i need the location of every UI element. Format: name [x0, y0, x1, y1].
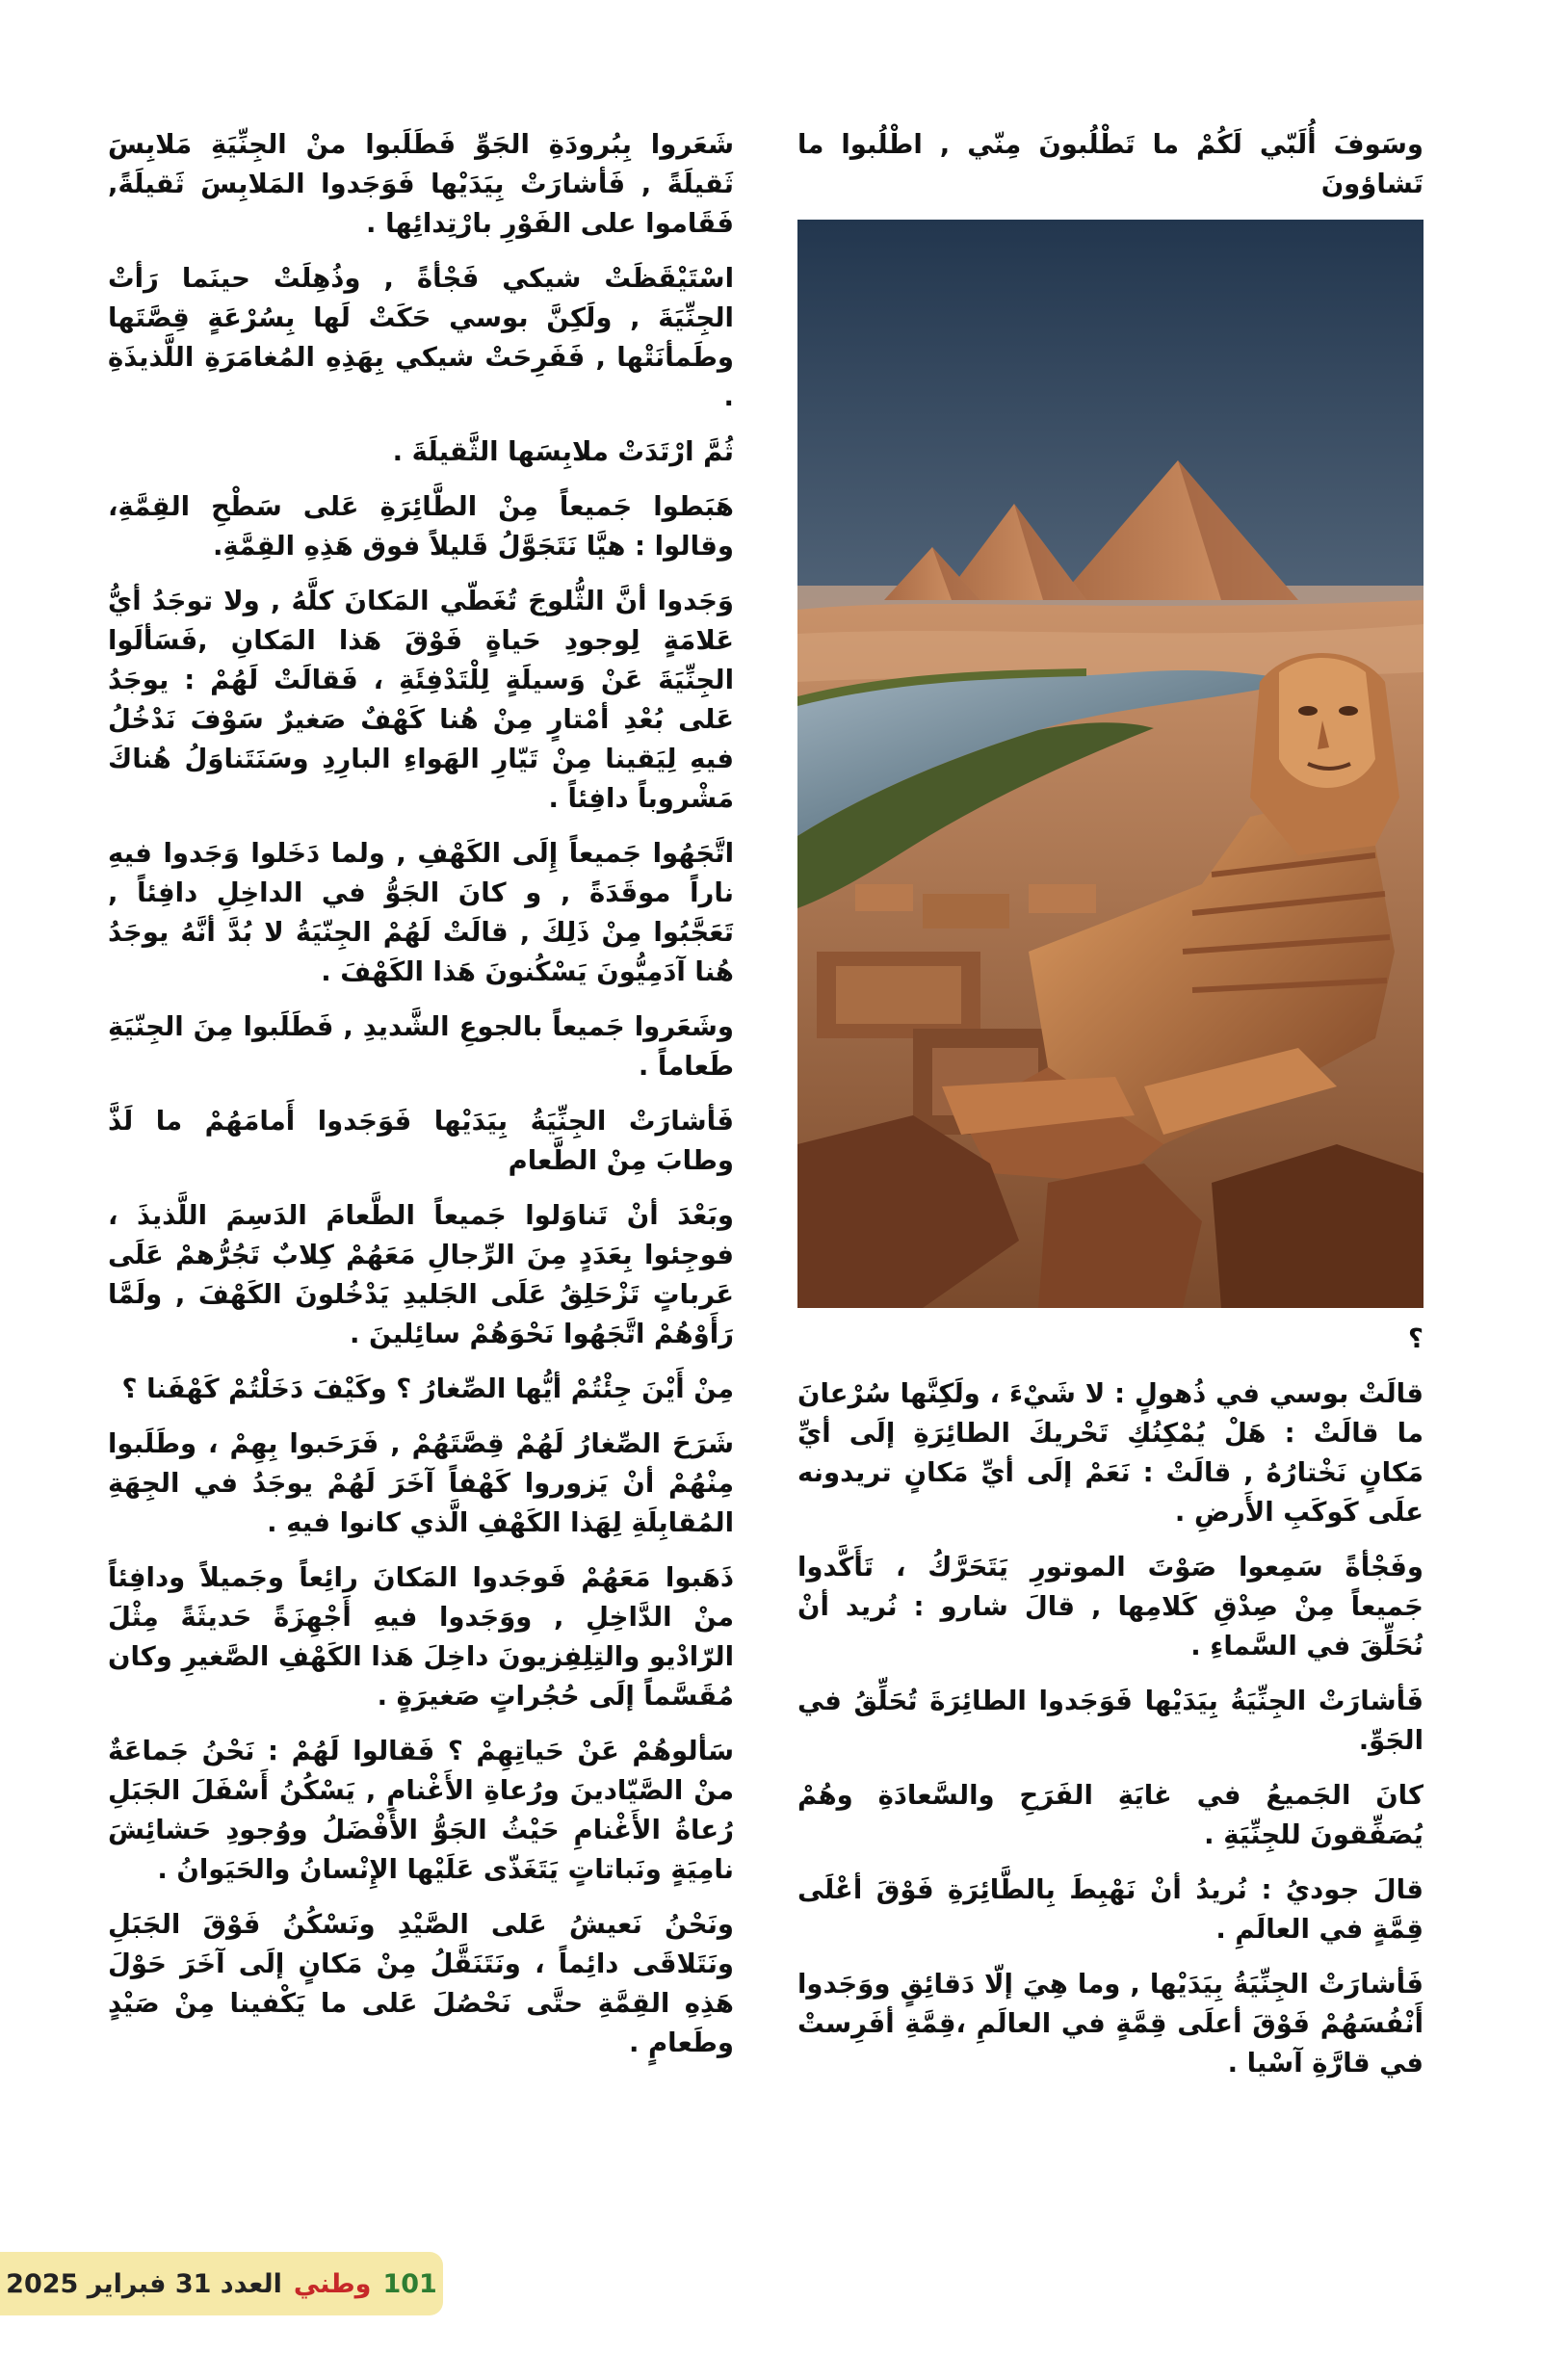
paragraph: ثُمَّ ارْتَدَتْ ملابِسَها الثَّقيلَةَ . [392, 436, 734, 467]
paragraph: وسَوفَ أُلَبّي لَكُمْ ما تَطْلُبونَ مِنّي , اطْلُبوا ما تَشاؤونَ [797, 129, 1423, 199]
paragraph: وشَعَروا جَميعاً بالجوعِ الشَّديدِ , فَطَلَبوا مِنَ الجِنّيَةِ طَعاماً . [108, 1011, 734, 1082]
paragraph: فَأشارَتْ الجِنِّيَةُ بِيَدَيْها , وما هِيَ إلّا دَقائِقٍ ووَجَدوا أَنْفُسَهُمْ فَوْقَ أعلَى قِمَّةٍ في العالَمِ ،قِمَّةِ أفَرِستْ في قارَّةِ آسْيا . [797, 1969, 1423, 2079]
paragraph: فَأشارَتْ الجِنِّيَةُ بِيَدَيْها فَوَجَدوا أَمامَهُمْ ما لَذَّ وطابَ مِنْ الطَّعام [108, 1106, 734, 1176]
pyramids-sphinx-illustration [797, 220, 1423, 1308]
paragraph: اتَّجَهُوا جَميعاً إِلَى الكَهْفِ , ولما دَخَلوا وَجَدوا فيهِ ناراً موقَدَةً , و كانَ الجَوُّ في الداخِلِ دافِئاً , تَعَجَّبُوا مِنْ ذَلِكَ , قالَتْ لَهُمْ الجِنّيَةُ لا بُدَّ أنَّهُ يوجَدُ هُنا آدَمِيُّونَ يَسْكُنونَ هَذا الكَهْفَ . [108, 838, 734, 987]
paragraph: شَرَحَ الصِّغارُ لَهُمْ قِصَّتَهُمْ , فَرَحَبوا بِهِمْ ، وطَلَبوا مِنْهُمْ أنْ يَزوروا كَهْفاً آخَرَ لَهُمْ يوجَدُ في الجِهَةِ المُقابِلَةِ لِهَذا الكَهْفِ الَّذي كانوا فيهِ . [108, 1428, 734, 1538]
paragraph: فَأشارَتْ الجِنِّيَةُ بِيَدَيْها فَوَجَدوا الطائِرَةَ تُحَلِّقُ في الجَوِّ. [797, 1686, 1423, 1756]
paragraph: شَعَروا بِبُرودَةِ الجَوِّ فَطَلَبوا منْ الجِنِّيَةِ مَلابِسَ ثَقيلَةً , فَأشارَتْ بِيَدَيْها فَوَجَدوا المَلابِسَ ثَقيلَةً, فَقَاموا على الفَوْرِ بارْتِدائِها . [108, 129, 734, 239]
page-number: 101 [382, 2268, 437, 2299]
page-footer [0, 2252, 443, 2315]
paragraph: سَألوهُمْ عَنْ حَياتِهِمْ ؟ فَقالوا لَهُمْ : نَحْنُ جَماعَةٌ منْ الصَّيّادينَ ورُعاةِ الأَغْنامِ , يَسْكُنُ أَسْفَلَ الجَبَلِ رُعاةُ الأَغْنامِ حَيْثُ الجَوُّ الأَفْضَلُ ووُجودِ حَشائِشَ نامِيَةٍ ونَباتاتٍ يَتَغَذّى عَلَيْها الإِنْسانُ والحَيَوانُ . [108, 1736, 734, 1885]
paragraph: وفَجْأةً سَمِعوا صَوْتَ الموتورِ يَتَحَرَّكُ ، تَأَكَّدوا جَميعاً مِنْ صِدْقِ كَلامِها , قالَ شارو : نُريد أنْ نُحَلِّقَ في السَّماءِ . [797, 1552, 1423, 1661]
question-mark: ؟ [1408, 1323, 1423, 1354]
paragraph: وبَعْدَ أنْ تَناوَلوا جَميعاً الطَّعامَ الدَسِمَ اللَّذيذَ ، فوجِئوا بِعَدَدٍ مِنَ الرِّجالِ مَعَهُمْ كِلابٌ تَجُرُّهمْ عَلَى عَرباتٍ تَزْحَلِقُ عَلَى الجَليدِ يَدْخُلونَ الكَهْفَ , ولَمَّا رَأَوْهُمْ اتَّجَهُوا نَحْوَهُمْ سائِلينَ . [108, 1200, 734, 1349]
paragraph: كانَ الجَميعُ في غايَةِ الفَرَحِ والسَّعادَةِ وهُمْ يُصَفِّقونَ للجِنِّيَةِ . [797, 1780, 1423, 1850]
paragraph: ذَهَبوا مَعَهُمْ فَوجَدوا المَكانَ رائِعاً وجَميلاً ودافِئاً منْ الدَّاخِلِ , ووَجَدوا فيهِ أَجْهِزَةً حَديثَةً مِثْلَ الرّادْيو والتِلِفِزيونَ داخِلَ هَذا الكَهْفِ الصَّغيرِ وكان مُقَسَّماً إلَى حُجُراتٍ صَغيرَةٍ . [108, 1562, 734, 1712]
issue-info: العدد 31 فبراير 2025 [6, 2268, 282, 2299]
paragraph: مِنْ أَيْنَ جِئْتُمْ أيُّها الصِّغارُ ؟ وكَيْفَ دَخَلْتُمْ كَهْفَنا ؟ [121, 1373, 734, 1404]
paragraph: ونَحْنُ نَعيشُ عَلى الصَّيْدِ ونَسْكُنُ فَوْقَ الجَبَلِ ونَتَلاقَى دائِماً ، ونَتَنَقَّلُ مِنْ مَكانٍ إلَى آخَرَ حَوْلَ هَذِهِ القِمَّةِ حتَّى نَحْصُلَ عَلى ما يَكْفينا مِنْ صَيْدٍ وطَعامٍ . [108, 1909, 734, 2058]
paragraph: قالَ جوديُ : نُريدُ أنْ نَهْبِطَ بِالطَّائِرَةِ فَوْقَ أعْلَى قِمَّةٍ في العالَمِ . [797, 1874, 1423, 1945]
paragraph: اسْتَيْقَظَتْ شيكي فَجْأةً , وذُهِلَتْ حينَما رَأتْ الجِنِّيَةَ , ولَكِنَّ بوسي حَكَتْ لَها بِسُرْعَةٍ قِصَّتَها وطَمأنَتْها , فَفَرِحَتْ شيكي بِهَذِهِ المُغامَرَةِ اللَّذيذَةِ . [108, 263, 734, 412]
magazine-name: وطني [293, 2268, 372, 2299]
paragraph: هَبَطوا جَميعاً مِنْ الطَّائِرَةِ عَلى سَطْحِ القِمَّةِ، وقالوا : هيَّا نَتَجَوَّلُ قَليلاً فوق هَذِهِ القِمَّةِ. [108, 491, 734, 562]
paragraph: وَجَدوا أنَّ الثُّلوجَ تُغَطّي المَكانَ كلَّهُ , ولا توجَدُ أيُّ عَلامَةٍ لِوجودِ حَياةٍ فَوْقَ هَذا المَكانِ ,فَسَألَوا الجِنِّيَةَ عَنْ وَسيلَةٍ لِلْتَدْفِئَةِ ، فَقالَتْ لَهُمْ : يوجَدُ عَلى بُعْدِ أمْتارٍ مِنْ هُنا كَهْفٌ صَغيرٌ سَوْفَ نَدْخُلُ فيهِ لِيَقينا مِنْ تَيّارِ الهَواءِ البارِدِ وسَنَتَناوَلُ هُناكَ مَشْروباً دافِئاً . [108, 586, 734, 814]
left-column [108, 125, 734, 2079]
paragraph: قالَتْ بوسي في ذُهولٍ : لا شَيْءَ ، ولَكِنَّها سُرْعانَ ما قالَتْ : هَلْ يُمْكِنُكِ تَحْريكَ الطائِرَةِ إلَى أيِّ مَكانٍ نَخْتارُهُ , قالَتْ : نَعَمْ إلَى أيِّ مَكانٍ تريدونه علَى كَوكَبِ الأَرضِ . [797, 1378, 1423, 1528]
right-column [797, 125, 1423, 2099]
